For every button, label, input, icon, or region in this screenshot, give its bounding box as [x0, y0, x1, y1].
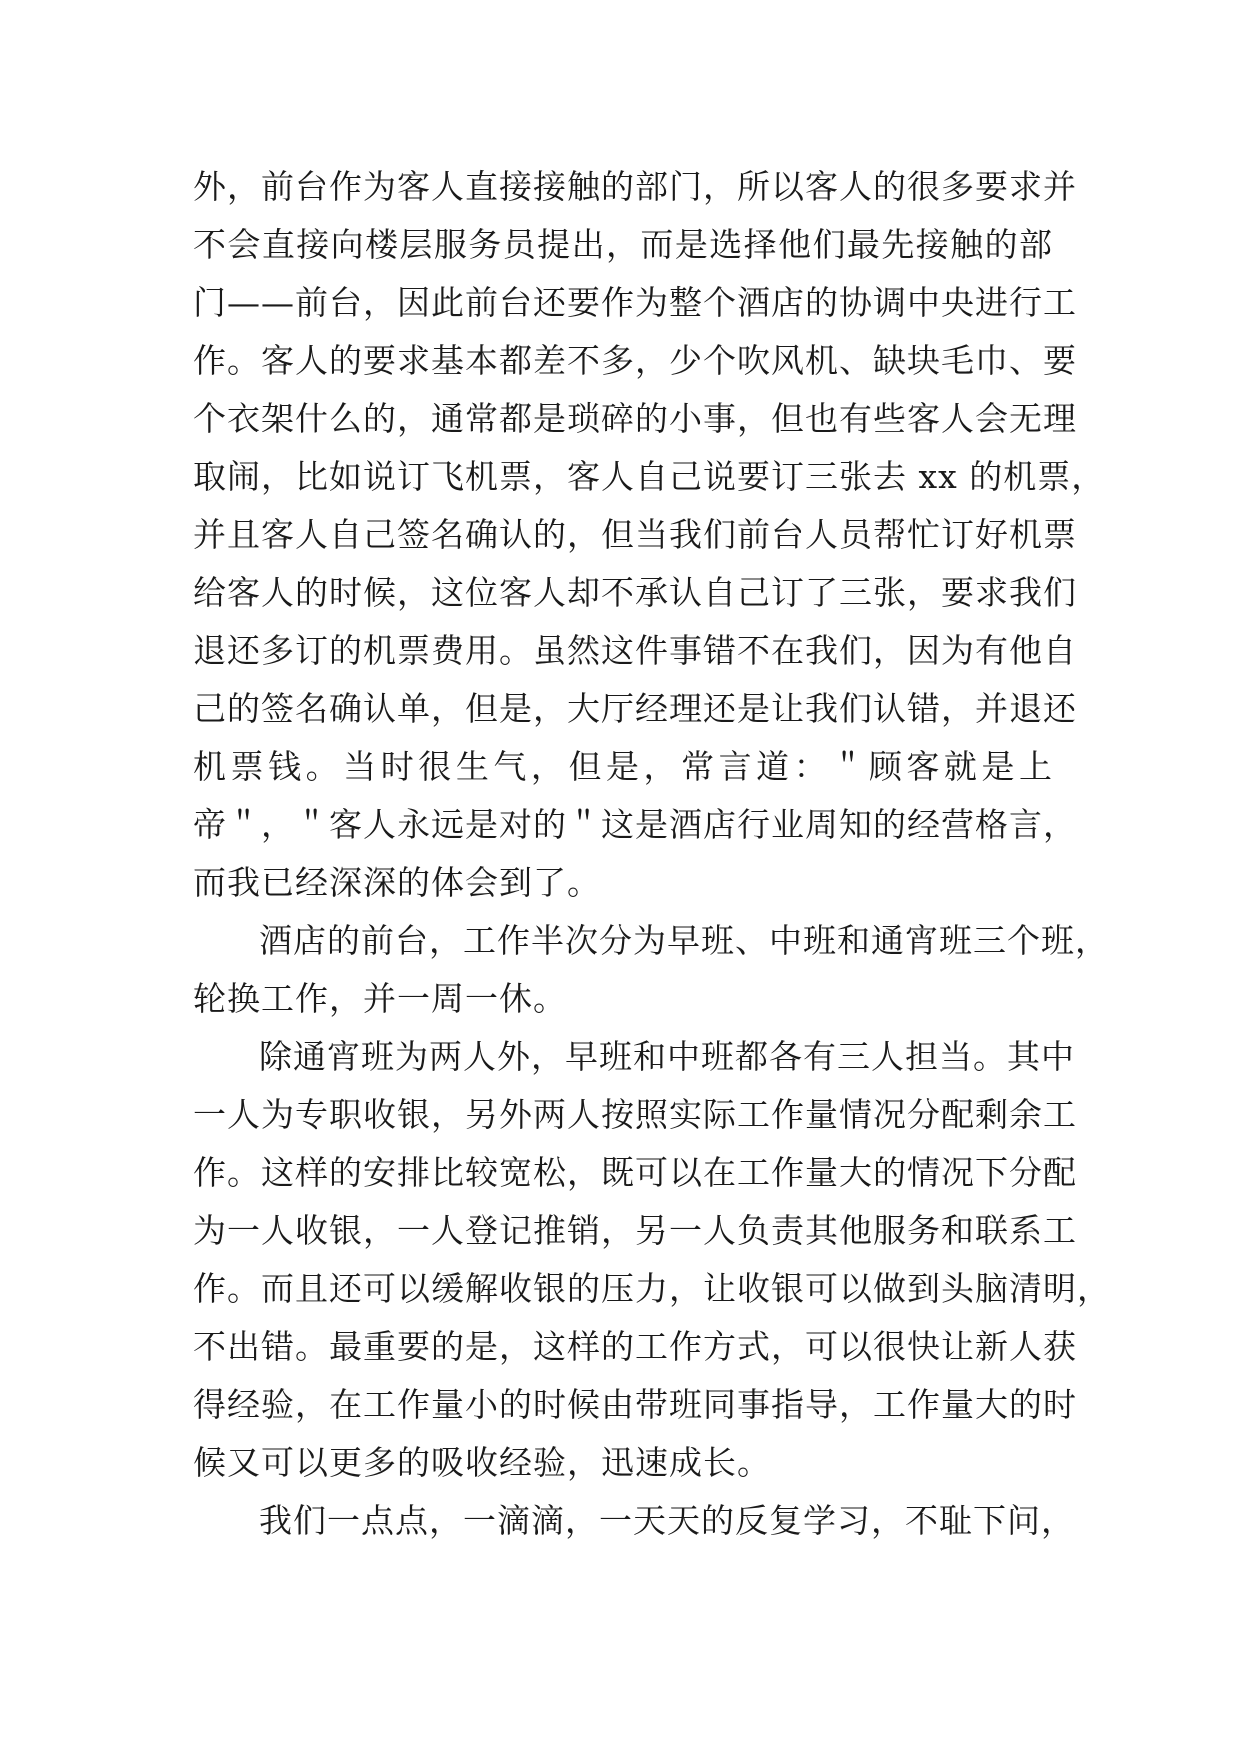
- text-line: 不会直接向楼层服务员提出，而是选择他们最先接触的部: [193, 225, 1053, 264]
- text-line: 己的签名确认单，但是，大厅经理还是让我们认错，并退还: [193, 689, 1077, 728]
- text-line: 外，前台作为客人直接接触的部门，所以客人的很多要求并: [193, 167, 1077, 206]
- text-line: 作。客人的要求基本都差不多，少个吹风机、缺块毛巾、要: [193, 341, 1077, 380]
- text-line: 个衣架什么的，通常都是琐碎的小事，但也有些客人会无理: [193, 399, 1077, 438]
- text-line: 轮换工作，并一周一休。: [193, 979, 567, 1018]
- text-line: 帝＂，＂客人永远是对的＂这是酒店行业周知的经营格言，: [193, 805, 1077, 844]
- text-line: 取闹，比如说订飞机票，客人自己说要订三张去 xx 的机票，: [193, 457, 1106, 496]
- text-line: 一人为专职收银，另外两人按照实际工作量情况分配剩余工: [193, 1095, 1077, 1134]
- text-line: 作。这样的安排比较宽松，既可以在工作量大的情况下分配: [193, 1153, 1077, 1192]
- text-line: 而我已经深深的体会到了。: [193, 863, 601, 902]
- text-line: 退还多订的机票费用。虽然这件事错不在我们，因为有他自: [193, 631, 1077, 670]
- text-line: 候又可以更多的吸收经验，迅速成长。: [193, 1443, 771, 1482]
- text-line: 作。而且还可以缓解收银的压力，让收银可以做到头脑清明，: [193, 1269, 1111, 1308]
- text-line: 我们一点点，一滴滴，一天天的反复学习，不耻下问，: [259, 1501, 1075, 1540]
- text-line: 机票钱。当时很生气，但是，常言道：＂顾客就是上: [193, 747, 1053, 786]
- text-line: 并且客人自己签名确认的，但当我们前台人员帮忙订好机票: [193, 515, 1077, 554]
- text-line: 得经验，在工作量小的时候由带班同事指导，工作量大的时: [193, 1385, 1077, 1424]
- text-line: 不出错。最重要的是，这样的工作方式，可以很快让新人获: [193, 1327, 1077, 1366]
- text-line: 门——前台，因此前台还要作为整个酒店的协调中央进行工: [193, 283, 1077, 322]
- body-text: [193, 158, 1111, 1550]
- text-line: 酒店的前台，工作半次分为早班、中班和通宵班三个班，: [259, 921, 1109, 960]
- text-line: 为一人收银，一人登记推销，另一人负责其他服务和联系工: [193, 1211, 1077, 1250]
- text-line: 除通宵班为两人外，早班和中班都各有三人担当。其中: [259, 1037, 1075, 1076]
- text-line: 给客人的时候，这位客人却不承认自己订了三张，要求我们: [193, 573, 1077, 612]
